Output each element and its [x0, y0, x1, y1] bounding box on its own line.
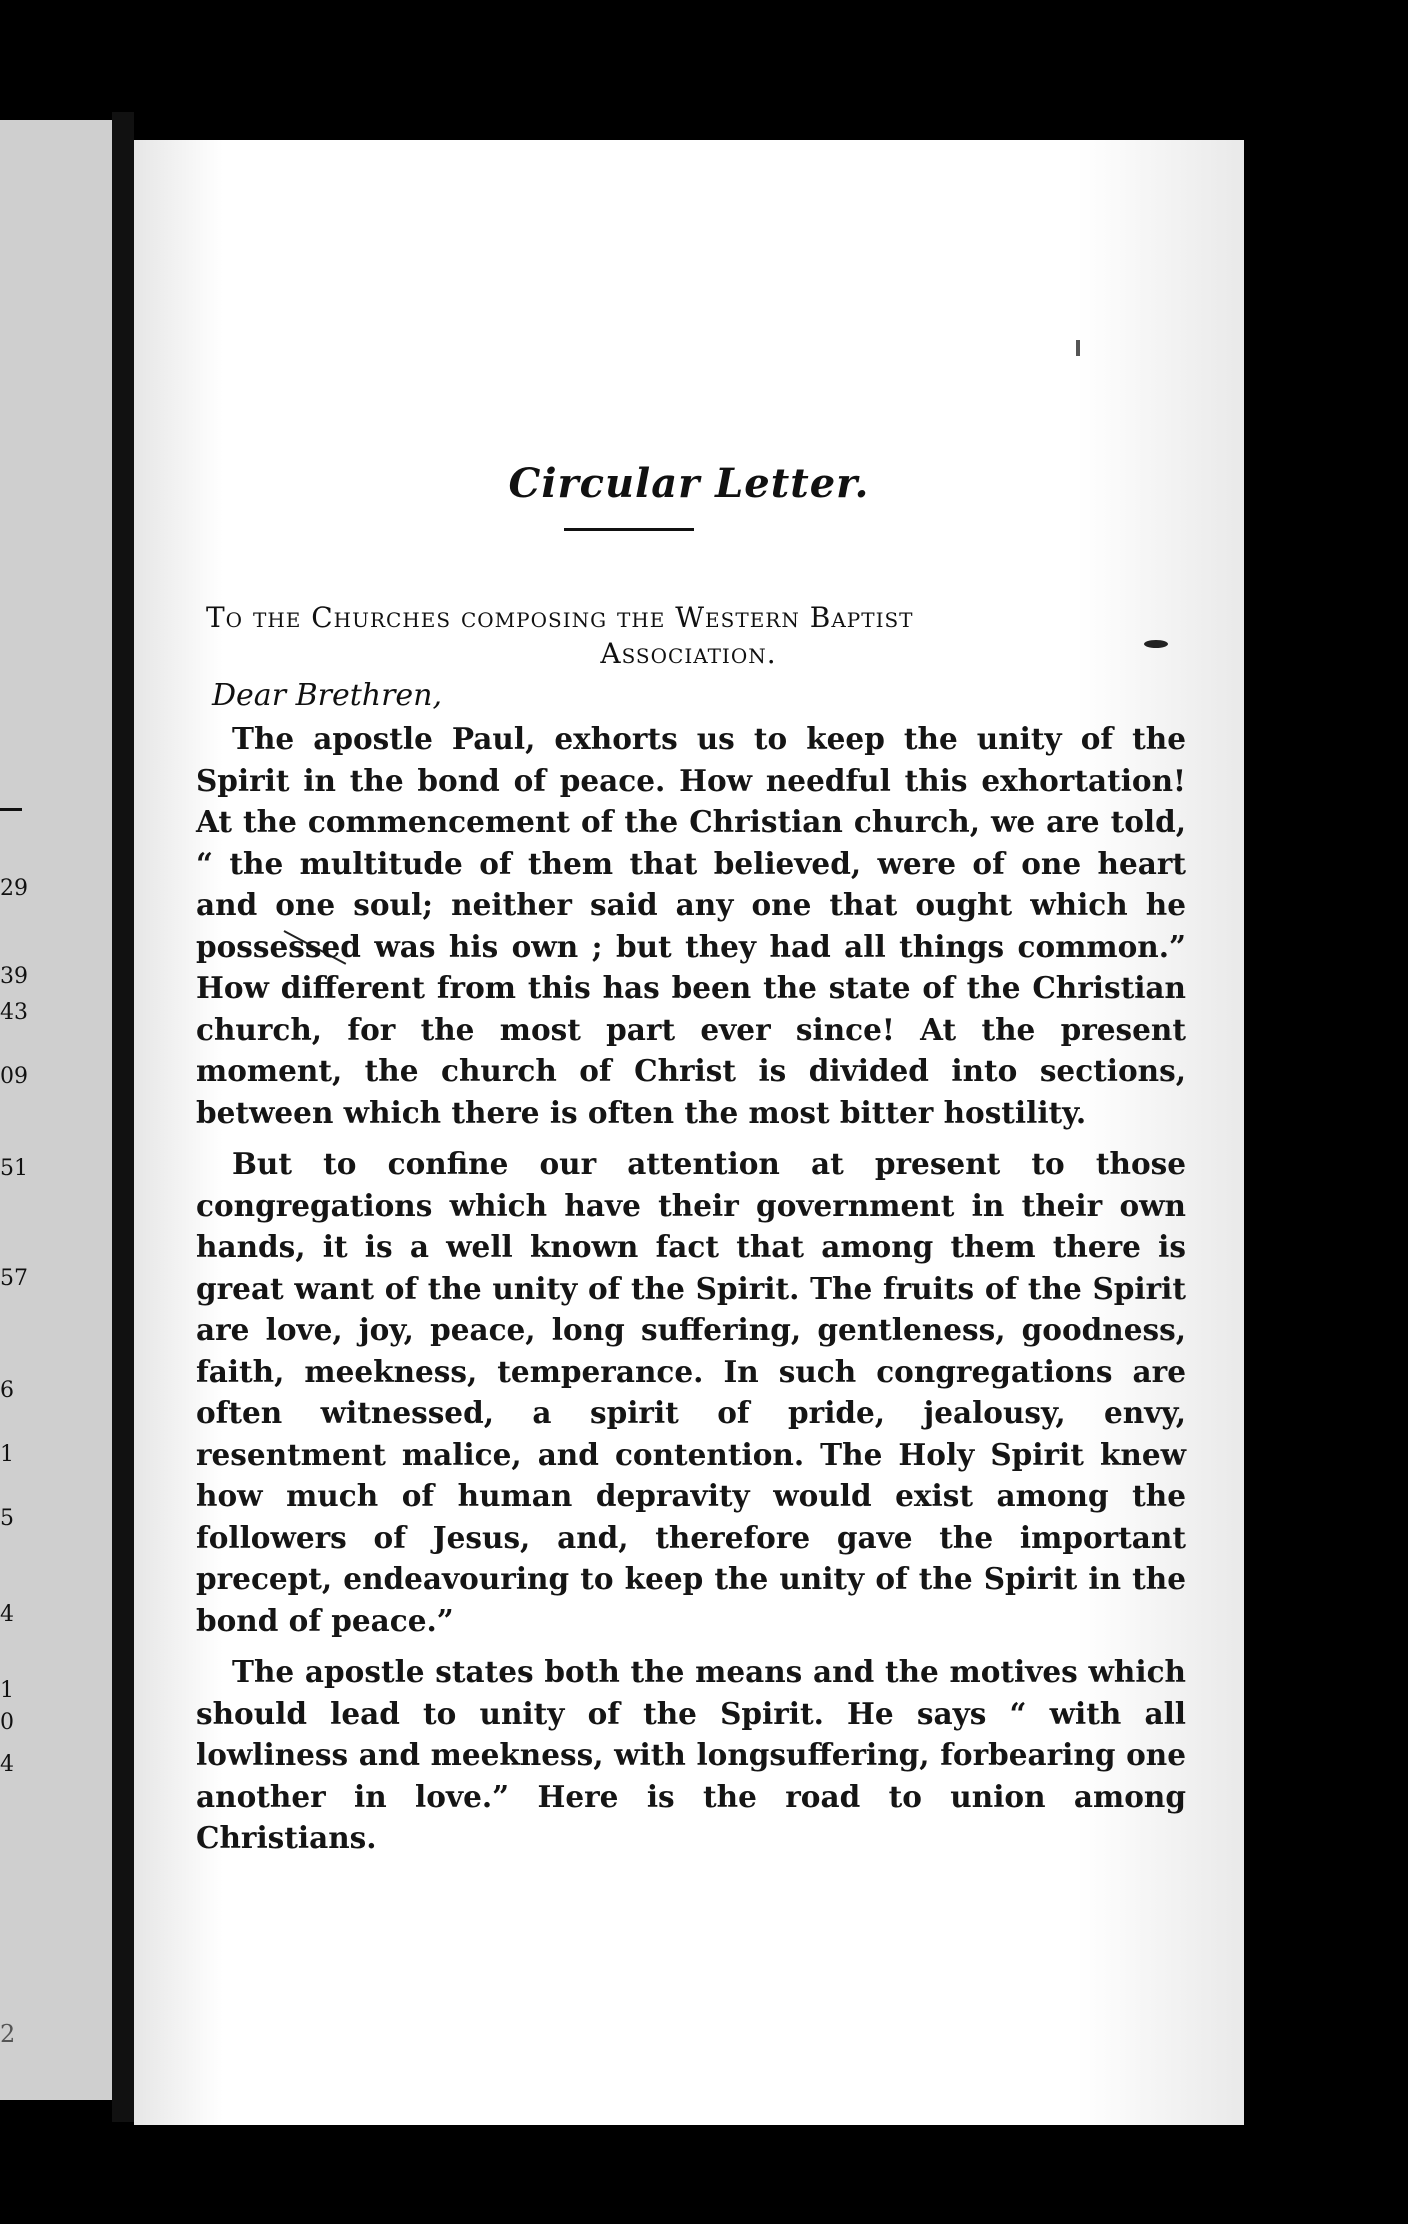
page-title: Circular Letter. — [508, 460, 870, 507]
previous-page-strip — [0, 120, 112, 2100]
margin-number: 6 — [0, 1378, 14, 1403]
paragraph: But to confine our attention at present to those congregations which have their government in their own hands, it is a well known fact that among them there is great want of the unity of the Spirit. The fruits of the Spirit are love, joy, peace, long suffering, gentleness, goodness, faith, meekness, temperance. In such congregations are often witnessed, a spirit of pride, jealousy, envy, resentment malice, and contention. The Holy Spirit knew how much of human depravity would exist among the followers of Jesus, and, therefore gave the important precept, endeavouring to keep the unity of the Spirit in the bond of peace.” — [196, 1146, 1186, 1638]
title-rule — [564, 528, 694, 531]
document-page — [134, 140, 1244, 2125]
margin-number: 57 — [0, 1266, 28, 1291]
address-heading — [206, 600, 1171, 672]
margin-dash — [0, 808, 22, 811]
margin-number: 4 — [0, 1752, 14, 1777]
margin-scribble: 2 — [0, 2020, 16, 2048]
letter-body — [196, 718, 1186, 1869]
margin-number: 0 — [0, 1710, 14, 1735]
book-spine — [112, 112, 134, 2122]
margin-number: 5 — [0, 1506, 14, 1531]
margin-number: 09 — [0, 1064, 28, 1089]
margin-number: 1 — [0, 1442, 14, 1467]
margin-number: 51 — [0, 1156, 28, 1181]
margin-number: 39 — [0, 964, 28, 989]
margin-number: 29 — [0, 876, 28, 901]
margin-number: 1 — [0, 1678, 14, 1703]
paragraph: The apostle states both the means and the motives which should lead to unity of the Spirit. He says “ with all lowliness and meekness, with longsuffering, forbearing one another in love.” Here is the road to union among Christians. — [196, 1654, 1186, 1855]
corner-mark — [1076, 340, 1080, 356]
paragraph: The apostle Paul, exhorts us to keep the unity of the Spirit in the bond of peace. How needful this exhortation! At the commencement of the Christian church, we are told, “ the multitude of them that believed, were of one heart and one soul; neither said any one that ought which he possessed was his own ; but they had all things common.” How different from this has been the state of the Christian church, for the most part ever since! At the present moment, the church of Christ is divided into sections, between which there is often the most bitter hostility. — [196, 721, 1186, 1130]
margin-number: 4 — [0, 1602, 14, 1627]
salutation: Dear Brethren, — [212, 678, 443, 713]
margin-number: 43 — [0, 1000, 28, 1025]
address-line-2: Association. — [600, 637, 777, 670]
address-line-1: To the Churches composing the Western Baptist — [206, 601, 914, 634]
